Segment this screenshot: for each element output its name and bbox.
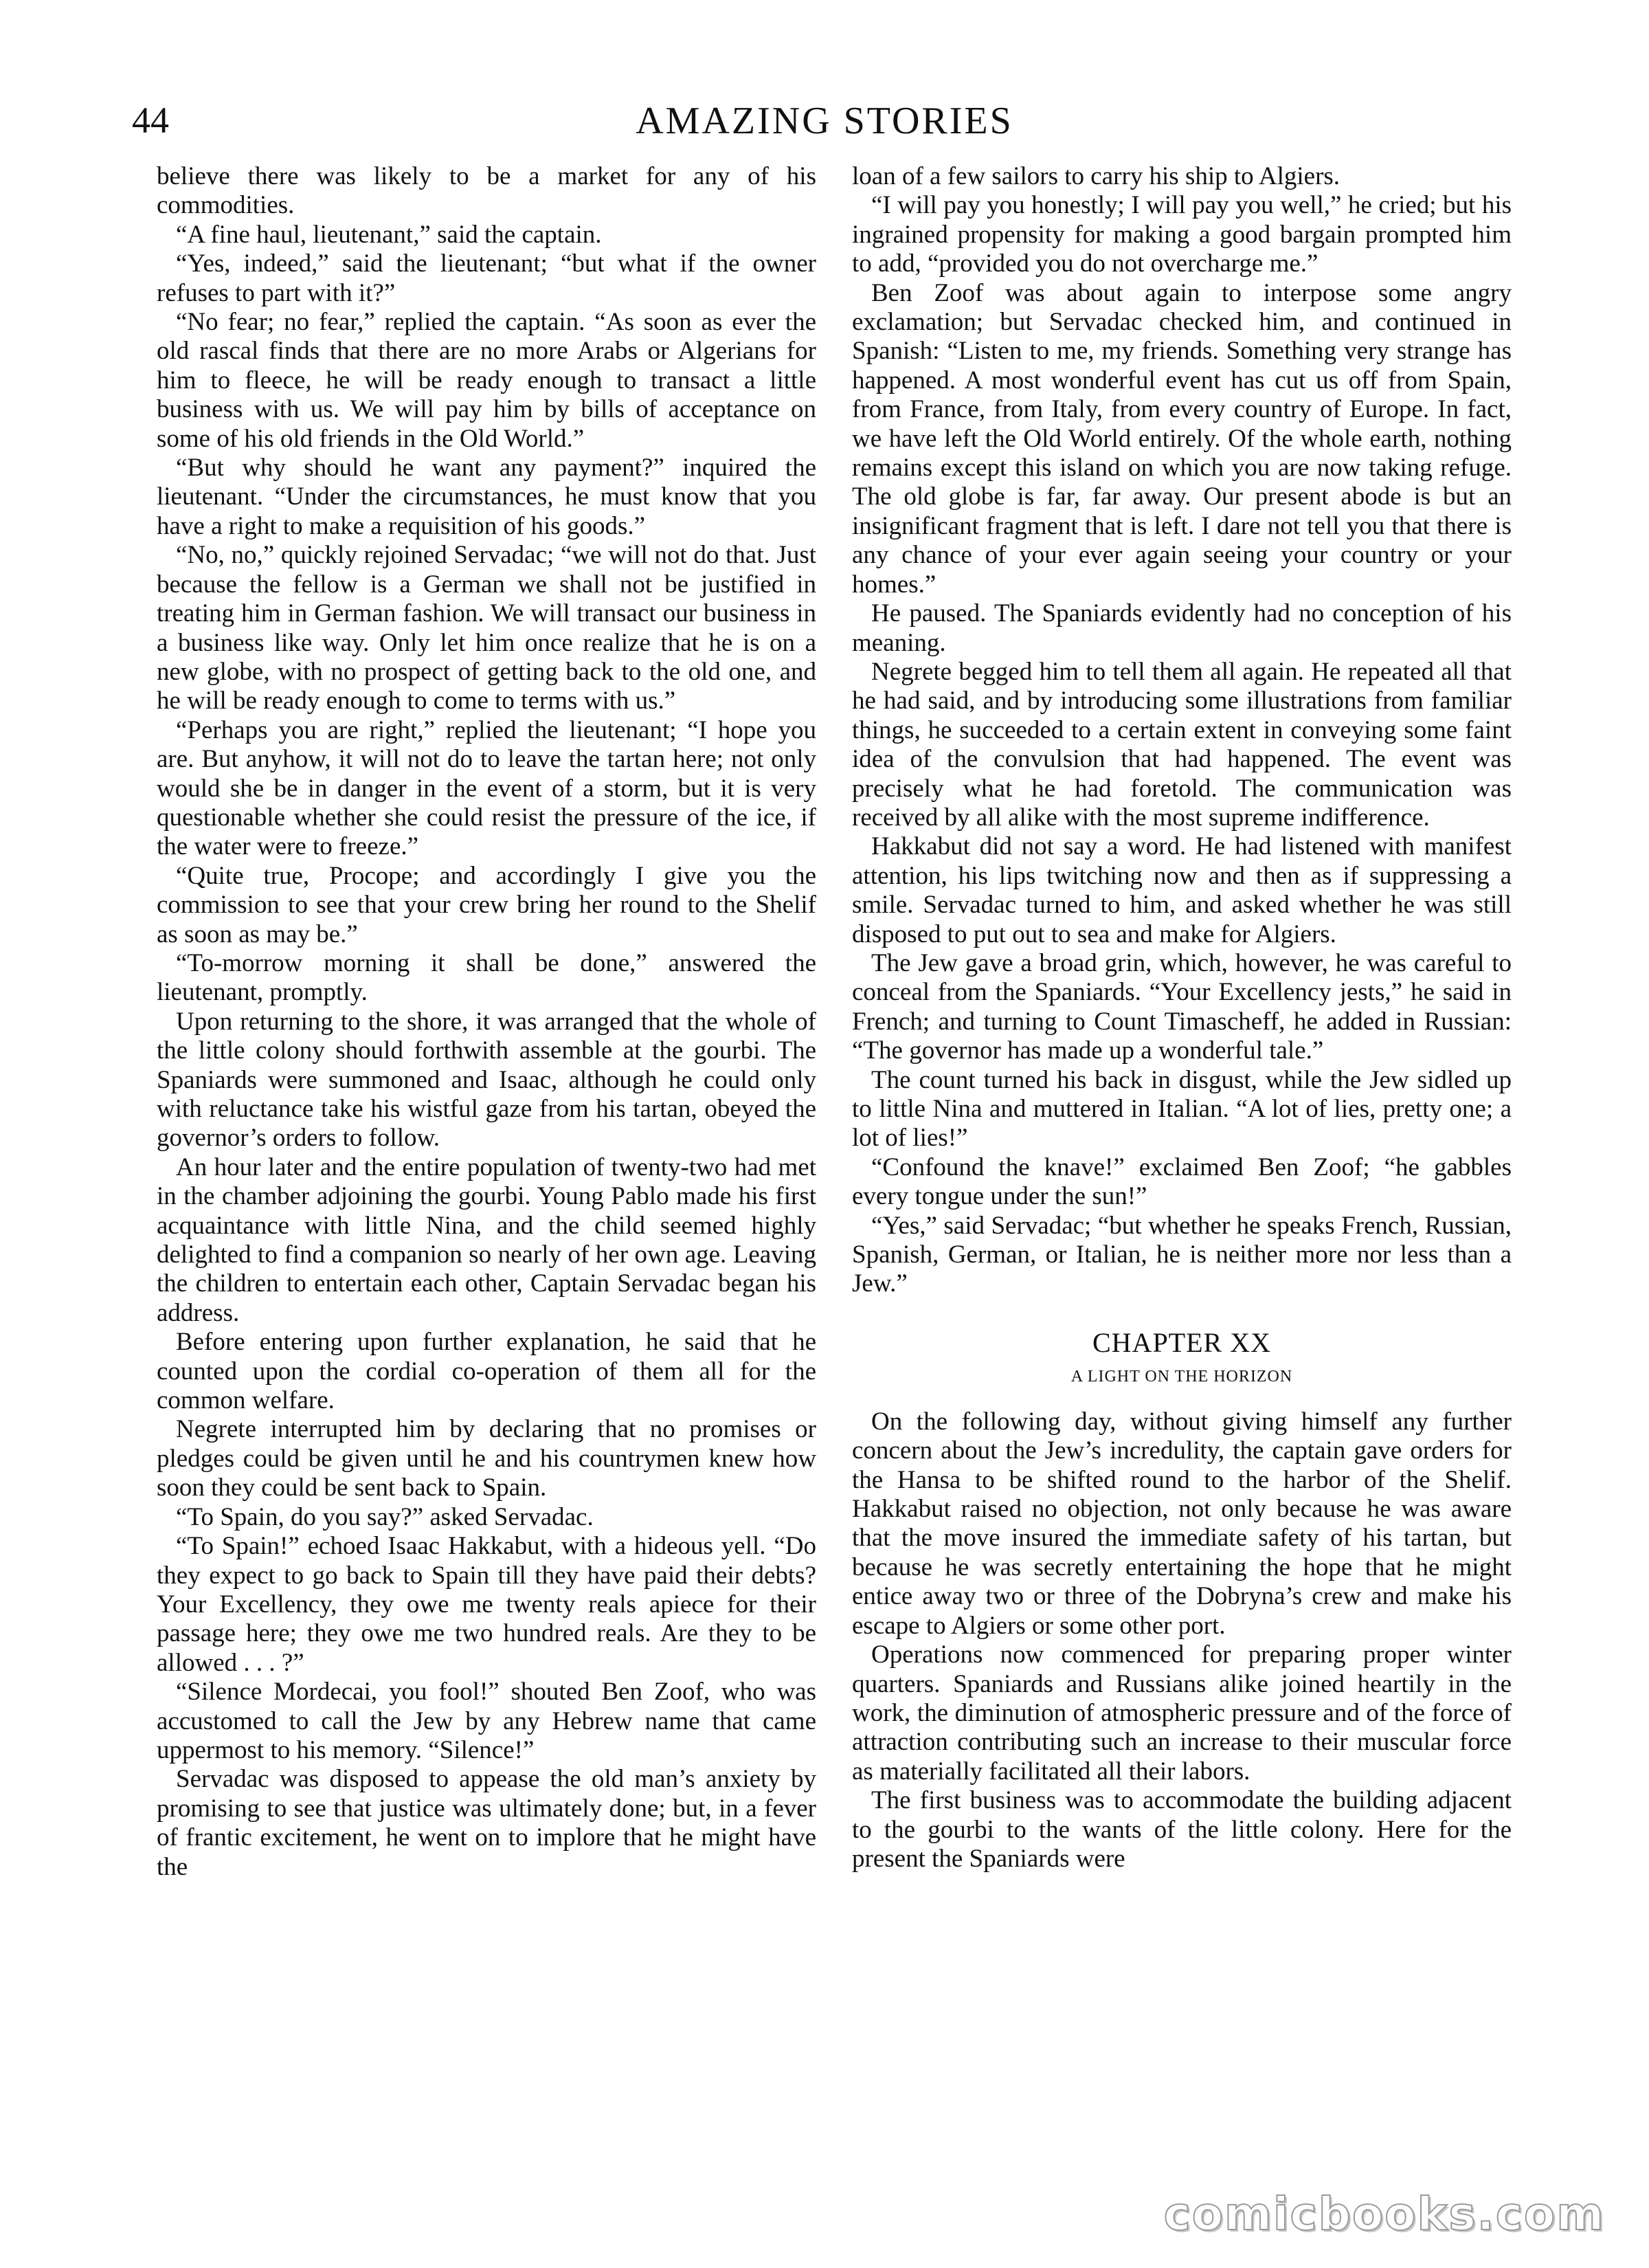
paragraph: Upon returning to the shore, it was arranged that the whole of the little colony should forthwith assemble at the gourbi. The Spaniards were summoned and Isaac, although he could only with reluctance take his wistful gaze from his tartan, obeyed the governor’s orders to follow.: [157, 1007, 816, 1153]
right-column: [852, 162, 1512, 1874]
paragraph: “Confound the knave!” exclaimed Ben Zoof; “he gabbles every tongue under the sun!”: [852, 1153, 1512, 1211]
paragraph: “Yes,” said Servadac; “but whether he speaks French, Russian, Spanish, German, or Italian, he is neither more nor less than a Jew.”: [852, 1211, 1512, 1298]
paragraph: “No fear; no fear,” replied the captain. “As soon as ever the old rascal finds that there are no more Arabs or Algerians for him to fleece, he will be ready enough to transact a little business with us. We will pay him by bills of acceptance on some of his old friends in the Old World.”: [157, 308, 816, 453]
paragraph: Negrete begged him to tell them all again. He repeated all that he had said, and by introducing some illustrations from familiar things, he succeeded to a certain extent in conveying some faint idea of the convulsion that had happened. The event was precisely what he had foretold. The communication was received by all alike with the most supreme indifference.: [852, 657, 1512, 832]
paragraph: The Jew gave a broad grin, which, however, he was careful to conceal from the Spaniards. “Your Excellency jests,” he said in French; and turning to Count Timascheff, he added in Russian: “The governor has made up a wonderful tale.”: [852, 948, 1512, 1065]
paragraph: “To Spain, do you say?” asked Servadac.: [176, 1502, 594, 1531]
page-number: 44: [132, 100, 169, 141]
paragraph: The count turned his back in disgust, while the Jew sidled up to little Nina and muttered in Italian. “A lot of lies, pretty one; a lot of lies!”: [852, 1065, 1512, 1153]
running-head: AMAZING STORIES: [636, 100, 1013, 142]
chapter-heading: CHAPTER XX: [1092, 1326, 1272, 1358]
paragraph: loan of a few sailors to carry his ship to Algiers.: [852, 162, 1340, 190]
paragraph: Servadac was disposed to appease the old man’s anxiety by promising to see that justice was ultimately done; but, in a fever of frantic excitement, he went on to implore that he might have the: [157, 1765, 816, 1881]
paragraph: “No, no,” quickly rejoined Servadac; “we will not do that. Just because the fellow is a German we shall not be justified in treating him in German fashion. We will transact our business in a business like way. Only let him once realize that he is on a new globe, with no prospect of getting back to the old one, and he will be ready enough to come to terms with us.”: [157, 541, 816, 715]
paragraph: “Quite true, Procope; and accordingly I give you the commission to see that your crew bring her round to the Shelif as soon as may be.”: [157, 861, 816, 948]
right-column-before: [852, 162, 1512, 1299]
paragraph: “A fine haul, lieutenant,” said the captain.: [176, 220, 602, 249]
watermark: comicbooks.com: [1163, 2188, 1605, 2241]
paragraph: “To-morrow morning it shall be done,” answered the lieutenant, promptly.: [157, 948, 816, 1007]
paragraph: Negrete interrupted him by declaring that no promises or pledges could be given until he and his countrymen knew how soon they could be sent back to Spain.: [157, 1415, 816, 1502]
paragraph: On the following day, without giving himself any further concern about the Jew’s incredulity, the captain gave orders for the Hansa to be shifted round to the harbor of the Shelif. Hakkabut raised no objection, not only because he was aware that the move insured the immediate safety of his tartan, but because he was secretly entertaining the hope that he might entice away two or three of the Dobryna’s crew and make his escape to Algiers or some other port.: [852, 1407, 1512, 1640]
paragraph: “To Spain!” echoed Isaac Hakkabut, with a hideous yell. “Do they expect to go back to Spain till they have paid their debts? Your Excellency, they owe me twenty reals apiece for their passage here; they owe me two hundred reals. Are they to be allowed . . . ?”: [157, 1532, 816, 1677]
right-column-after: [852, 1408, 1512, 1874]
chapter-subtitle: A LIGHT ON THE HORIZON: [1070, 1367, 1293, 1386]
paragraph: Before entering upon further explanation, he said that he counted upon the cordial co-operation of them all for the common welfare.: [157, 1328, 816, 1415]
paragraph: Hakkabut did not say a word. He had listened with manifest attention, his lips twitching now and then as if suppressing a smile. Servadac turned to him, and asked whether he was still disposed to put out to sea and make for Algiers.: [852, 832, 1512, 948]
paragraph: “Silence Mordecai, you fool!” shouted Ben Zoof, who was accustomed to call the Jew by any Hebrew name that came uppermost to his memory. “Silence!”: [157, 1678, 816, 1764]
paragraph: “But why should he want any payment?” inquired the lieutenant. “Under the circumstances, he must know that you have a right to make a requisition of his goods.”: [157, 454, 816, 540]
paragraph: “I will pay you honestly; I will pay you well,” he cried; but his ingrained propensity for making a good bargain prompted him to add, “provided you do not overcharge me.”: [852, 191, 1512, 278]
paragraph: He paused. The Spaniards evidently had no conception of his meaning.: [852, 599, 1512, 657]
paragraph: “Perhaps you are right,” replied the lieutenant; “I hope you are. But anyhow, it will not do to leave the tartan here; not only would she be in danger in the event of a storm, but it is very questionable whether she could resist the pressure of the ice, if the water were to freeze.”: [157, 715, 816, 861]
paragraph: An hour later and the entire population of twenty-two had met in the chamber adjoining the gourbi. Young Pablo made his first acquaintance with little Nina, and the child seemed highly delighted to find a companion so nearly of her own age. Leaving the children to entertain each other, Captain Servadac began his address.: [157, 1153, 816, 1327]
paragraph: Operations now commenced for preparing proper winter quarters. Spaniards and Russians alike joined heartily in the work, the diminution of atmospheric pressure and of the force of attraction contributing such an increase to their muscular force as materially facilitated all their labors.: [852, 1641, 1512, 1786]
paragraph: believe there was likely to be a market for any of his commodities.: [157, 162, 816, 220]
paragraph: The first business was to accommodate the building adjacent to the gourbi to the wants of the little colony. Here for the present the Spaniards were: [852, 1786, 1512, 1873]
paragraph: Ben Zoof was about again to interpose some angry exclamation; but Servadac checked him, and continued in Spanish: “Listen to me, my friends. Something very strange has happened. A most wonderful event has cut us off from Spain, from France, from Italy, from every country of Europe. In fact, we have left the Old World entirely. Of the whole earth, nothing remains except this island on which you are now taking refuge. The old globe is far, far away. Our present abode is but an insignificant fragment that is left. I dare not tell you that there is any chance of your ever again seeing your country or your homes.”: [852, 278, 1512, 599]
paragraph: “Yes, indeed,” said the lieutenant; “but what if the owner refuses to part with it?”: [157, 249, 816, 307]
left-column: [157, 162, 816, 1882]
